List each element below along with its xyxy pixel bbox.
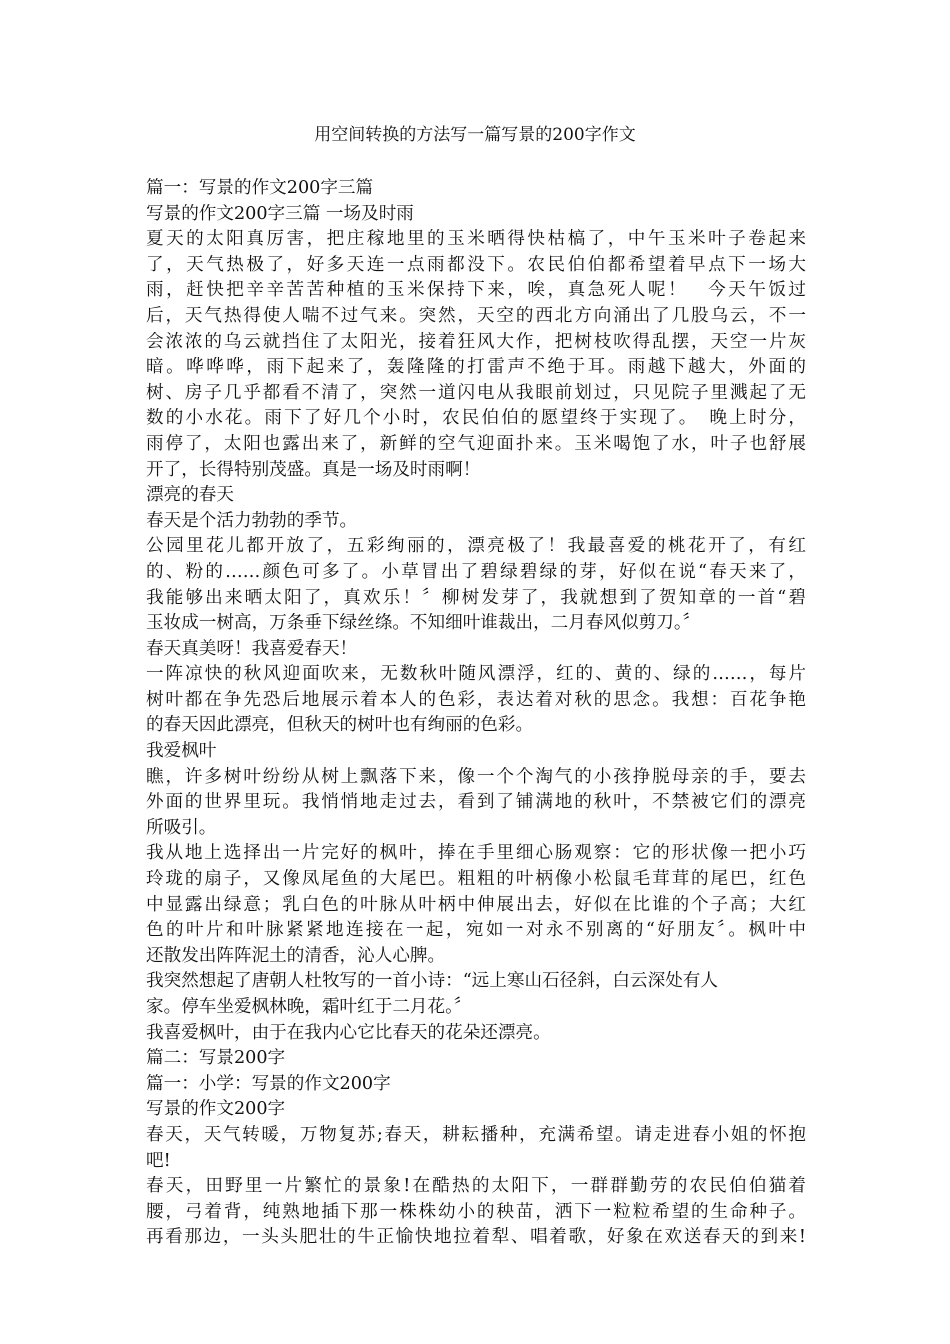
paragraph-line: 公园里花儿都开放了，五彩绚丽的，漂亮极了！我最喜爱的桃花开了，有红 bbox=[146, 536, 806, 557]
essay-title: 漂亮的春天 bbox=[146, 485, 234, 506]
paragraph-line: 色的叶片和叶脉紧紧地连接在一起，宛如一对永不别离的“好朋友〞。枫叶中 bbox=[146, 920, 806, 941]
paragraph-line: 外面的世界里玩。我悄悄地走过去，看到了铺满地的秋叶，不禁被它们的漂亮 bbox=[146, 792, 806, 813]
paragraph-line: 夏天的太阳真厉害，把庄稼地里的玉米晒得快枯槁了，中午玉米叶子卷起来 bbox=[146, 229, 806, 250]
paragraph-line: 春天是个活力勃勃的季节。 bbox=[146, 510, 358, 531]
paragraph-line: 我喜爱枫叶，由于在我内心它比春天的花朵还漂亮。 bbox=[146, 1022, 551, 1043]
paragraph-line: 雨，赶快把辛辛苦苦种植的玉米保持下来，唉，真急死人呢！ 今天午饭过 bbox=[146, 280, 806, 301]
section-heading: 篇二：写景200字 bbox=[146, 1048, 286, 1069]
paragraph-line: 腰，弓着背，纯熟地插下那一株株幼小的秧苗，洒下一粒粒希望的生命种子。 bbox=[146, 1201, 806, 1222]
paragraph-line: 树、房子几乎都看不清了，突然一道闪电从我眼前划过，只见院子里溅起了无 bbox=[146, 382, 806, 403]
paragraph-line: 我从地上选择出一片完好的枫叶，捧在手里细心肠观察：它的形状像一把小巧 bbox=[146, 843, 806, 864]
paragraph-line: 春天真美呀！我喜爱春天！ bbox=[146, 638, 358, 659]
document-body bbox=[146, 176, 806, 1251]
paragraph-line: 吧! bbox=[146, 1150, 171, 1171]
paragraph-line: 家。停车坐爱枫林晚，霜叶红于二月花。〞 bbox=[146, 997, 472, 1017]
section-heading: 篇一：写景的作文200字三篇 bbox=[146, 178, 374, 198]
paragraph-line: 再看那边，一头头肥壮的牛正愉快地拉着犁、唱着歌，好象在欢送春天的到来! bbox=[146, 1227, 806, 1248]
paragraph-line: 所吸引。 bbox=[146, 817, 217, 838]
paragraph-line: 春天，天气转暖，万物复苏;春天，耕耘播种，充满希望。请走进春小姐的怀抱 bbox=[146, 1124, 806, 1145]
paragraph-line: 瞧，许多树叶纷纷从树上飘落下来，像一个个淘气的小孩挣脱母亲的手，要去 bbox=[146, 766, 806, 787]
paragraph-line: 的、粉的……颜色可多了。小草冒出了碧绿碧绿的芽，好似在说“春天来了， bbox=[146, 561, 806, 582]
paragraph-line: 春天，田野里一片繁忙的景象!在酷热的太阳下，一群群勤劳的农民伯伯猫着 bbox=[146, 1176, 806, 1197]
paragraph-line: 我能够出来晒太阳了，真欢乐！〞柳树发芽了，我就想到了贺知章的一首“碧 bbox=[146, 587, 806, 608]
essay-title: 写景的作文200字 bbox=[146, 1099, 286, 1120]
paragraph-line: 了，天气热极了，好多天连一点雨都没下。农民伯伯都希望着早点下一场大 bbox=[146, 254, 806, 275]
paragraph-line: 树叶都在争先恐后地展示着本人的色彩，表达着对秋的思念。我想：百花争艳 bbox=[146, 689, 806, 710]
essay-title: 我爱枫叶 bbox=[146, 741, 217, 762]
paragraph-line: 一阵凉快的秋风迎面吹来，无数秋叶随风漂浮，红的、黄的、绿的……，每片 bbox=[146, 664, 806, 685]
paragraph-line: 玉妆成一树高，万条垂下绿丝绦。不知细叶谁裁出，二月春风似剪刀。〞 bbox=[146, 613, 701, 634]
paragraph-line: 雨停了，太阳也露出来了，新鲜的空气迎面扑来。玉米喝饱了水，叶子也舒展 bbox=[146, 433, 806, 454]
document-title: 用空间转换的方法写一篇写景的200字作文 bbox=[314, 125, 636, 145]
paragraph-line: 暗。哗哗哗，雨下起来了，轰隆隆的打雷声不绝于耳。雨越下越大，外面的 bbox=[146, 357, 806, 378]
paragraph-line: 我突然想起了唐朝人杜牧写的一首小诗：“远上寒山石径斜，白云深处有人 bbox=[146, 971, 718, 992]
paragraph-line: 开了，长得特别茂盛。真是一场及时雨啊！ bbox=[146, 459, 481, 480]
essay-title: 写景的作文200字三篇 一场及时雨 bbox=[146, 203, 414, 224]
paragraph-line: 后，天气热得使人喘不过气来。突然，天空的西北方向涌出了几股乌云，不一 bbox=[146, 305, 806, 326]
paragraph-line: 的春天因此漂亮，但秋天的树叶也有绚丽的色彩。 bbox=[146, 715, 534, 736]
paragraph-line: 数的小水花。雨下了好几个小时，农民伯伯的愿望终于实现了。 晚上时分， bbox=[146, 408, 806, 429]
paragraph-line: 玲珑的扇子，又像凤尾鱼的大尾巴。粗粗的叶柄像小松鼠毛茸茸的尾巴，红色 bbox=[146, 869, 806, 890]
paragraph-line: 中显露出绿意；乳白色的叶脉从叶柄中伸展出去，好似在比谁的个子高；大红 bbox=[146, 894, 806, 915]
section-heading: 篇一：小学：写景的作文200字 bbox=[146, 1073, 391, 1094]
paragraph-line: 会浓浓的乌云就挡住了太阳光，接着狂风大作，把树枝吹得乱摆，天空一片灰 bbox=[146, 331, 806, 352]
paragraph-line: 还散发出阵阵泥土的清香，沁人心脾。 bbox=[146, 945, 446, 966]
